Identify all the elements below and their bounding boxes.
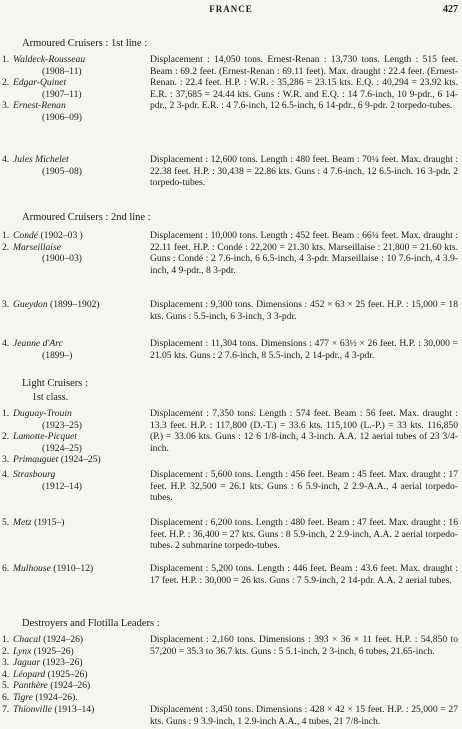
ship-list <box>2 299 152 311</box>
ship-list <box>2 54 152 124</box>
page-header <box>0 4 462 18</box>
ship-item: 2. Edgar-Quinet (1907–11) <box>2 77 82 100</box>
ship-item: 2. Lamotte-Picquet (1924–25) <box>2 431 82 454</box>
ship-item: 4. Strasbourg (1912–14) <box>2 469 82 492</box>
ship-list <box>2 408 152 466</box>
ship-item: 1. Duguay-Trouin (1923–25) <box>2 408 82 431</box>
ship-item: 1. Condé (1902–03 ) <box>2 230 83 241</box>
ship-description: Displacement : 2,160 tons. Dimensions : 393 × 36 × 11 feet. H.P. : 54,850 to 57,200 = 35.3 to 36.7 kts. Guns : 5 5.1-inch, 2 3-inch, 6 tubes, 21.65-inch. <box>150 634 458 657</box>
section-subheading-class: 1st class. <box>32 392 69 403</box>
ship-list <box>2 230 152 265</box>
ship-description: Displacement : 12,600 tons. Length : 480 feet. Beam : 70¼ feet. Max. draught : 22.38 feet. H.P. : 30,438 = 22.86 kts. Guns : 4 7.6-inch, 12 6.5-inch. 16 3-pdr. 2 torpedo-tubes. <box>150 154 458 189</box>
section-heading-destroyers: Destroyers and Flotilla Leaders : <box>22 618 160 629</box>
ship-item: 3. Gueydon (1899–1902) <box>2 299 100 310</box>
ship-description: Displacement : 10,000 tons. Length : 452 feet. Beam : 66¼ feet. Max. draught : 22.11 feet. H.P. : Condé : 22,200 = 21.30 kts. Marseillaise : 21,800 = 21.60 kts. Guns : Condé : 2 7.6-inch, 6 6.5-inch, 4 3-pdr. Marseillaise : 10 7.6-inch, 4 3.9-inch, 4 9-pdr., 8 3-pdr. <box>150 230 458 276</box>
ship-item: 3. Ernest-Renan (1906–09) <box>2 100 82 123</box>
ship-description: Displacement : 11,304 tons. Dimensions : 477 × 63½ × 26 feet. H.P. : 30,000 = 21.05 kts. Guns : 2 7.6-inch, 8 5.5-inch, 2 14-pdr., 4 3-pdr. <box>150 338 458 361</box>
ship-list <box>2 634 152 704</box>
ship-description: Displacement : 7,350 tons. Length : 574 feet. Beam : 56 feet. Max. draught : 13.3 feet. H.P. : 117,800 (D.-T.) = 33.6 kts. 115,100 (L.-P.) = 33 kts. 116,850 (P.) = 33.06 kts. Guns : 12 6 1/8-inch, 4 3-inch. A.A. 12 aerial tubes of 23 3/4-inch. <box>150 408 458 454</box>
page-number: 427 <box>443 4 458 15</box>
ship-description: Displacement : 14,050 tons. Ernest-Renan : 13,730 tons. Length : 515 feet. Beam : 69.2 feet. (Ernest-Renan : 69.11 feet). Max. draught : 22.4 feet. (Ernest-Renan. : 22.4 feet. H.P. : W.R. : 35,286 = 23.15 kts. E.Q. : 40,294 = 23.92 kts. E.R. : 37,685 = 24.44 kts. Guns : W.R. and E.Q. : 14 7.6-inch, 10 9-pdr., 6 14-pdr., 2 3-pdr. E.R. : 4 7.6-inch, 12 6.5-inch, 6 14-pdr., 6 9-pdr. 2 torpedo-tubes. <box>150 54 458 112</box>
page-title: FRANCE <box>209 4 253 14</box>
ship-item: 6. Tigre (1924–26). <box>2 691 78 703</box>
ship-list <box>2 704 152 716</box>
ship-item: 1. Waldeck-Rousseau (1908–11) <box>2 54 86 77</box>
ship-item: 4. Léopard (1925–26) <box>2 668 88 680</box>
ship-item: 2. Lynx (1925–26) <box>2 645 74 657</box>
ship-description: Displacement : 9,300 tons. Dimensions : 452 × 63 × 25 feet. H.P. : 15,000 = 18 kts. Guns : 5.5-inch, 6 3-inch, 3 3-pdr. <box>150 299 458 322</box>
ship-list <box>2 338 152 361</box>
ship-item: 5. Metz (1915–) <box>2 517 65 528</box>
ship-description: Displacement : 5,200 tons. Length : 446 feet. Beam : 43.6 feet. Max. draught : 17 feet. H.P. : 30,000 = 26 kts. Guns : 7 5.9-inch, 2 14-pdr. A.A. 2 aerial tubes. <box>150 563 458 586</box>
section-heading-light: Light Cruisers : <box>22 378 88 389</box>
ship-item: 4. Jules Michelet (1905–08) <box>2 154 82 177</box>
ship-item: 2. Marseillaise (1900–03) <box>2 241 82 265</box>
ship-item: 3. Jaguar (1923–26) <box>2 657 83 669</box>
ship-description: Displacement : 6,200 tons. Length : 480 feet. Beam : 47 feet. Max. draught : 16 feet. H.P. : 36,400 = 27 kts. Guns : 8 5.9-inch, 2 2.9-inch, A.A. 2 aerial torpedo-tubes. 2 submarine torpedo-tubes. <box>150 517 458 552</box>
ship-description: Displacement : 5,600 tons. Length : 456 feet. Beam : 45 feet. Max. draught : 17 feet. H.P. 32,500 = 26.1 kts. Guns : 6 5.9-inch, 2 2.9-A.A., 4 aerial torpedo-tubes. <box>150 469 458 504</box>
ship-list <box>2 469 152 492</box>
ship-item: 1. Chacal (1924–26) <box>2 634 84 645</box>
section-heading-armoured-2: Armoured Cruisers : 2nd line : <box>22 212 151 223</box>
ship-item: 7. Thionville (1913–14) <box>2 704 95 715</box>
ship-item: 4. Jeanne d'Arc (1899–) <box>2 338 73 361</box>
ship-item: 3. Primauguet (1924–25) <box>2 454 101 466</box>
ship-description: Displacement : 3,450 tons. Dimensions : 428 × 42 × 15 feet. H.P. : 25,000 = 27 kts. Guns : 9 3.9-inch, 1 2.9-inch A.A., 4 tubes, 21 7/8-inch. <box>150 704 458 727</box>
ship-list <box>2 517 152 529</box>
ship-item: 5. Panthère (1924–26) <box>2 680 91 692</box>
ship-list <box>2 563 152 575</box>
ship-list <box>2 154 152 177</box>
ship-item: 6. Mulhouse (1910–12) <box>2 563 94 574</box>
section-heading-armoured-1: Armoured Cruisers : 1st line : <box>22 38 148 49</box>
